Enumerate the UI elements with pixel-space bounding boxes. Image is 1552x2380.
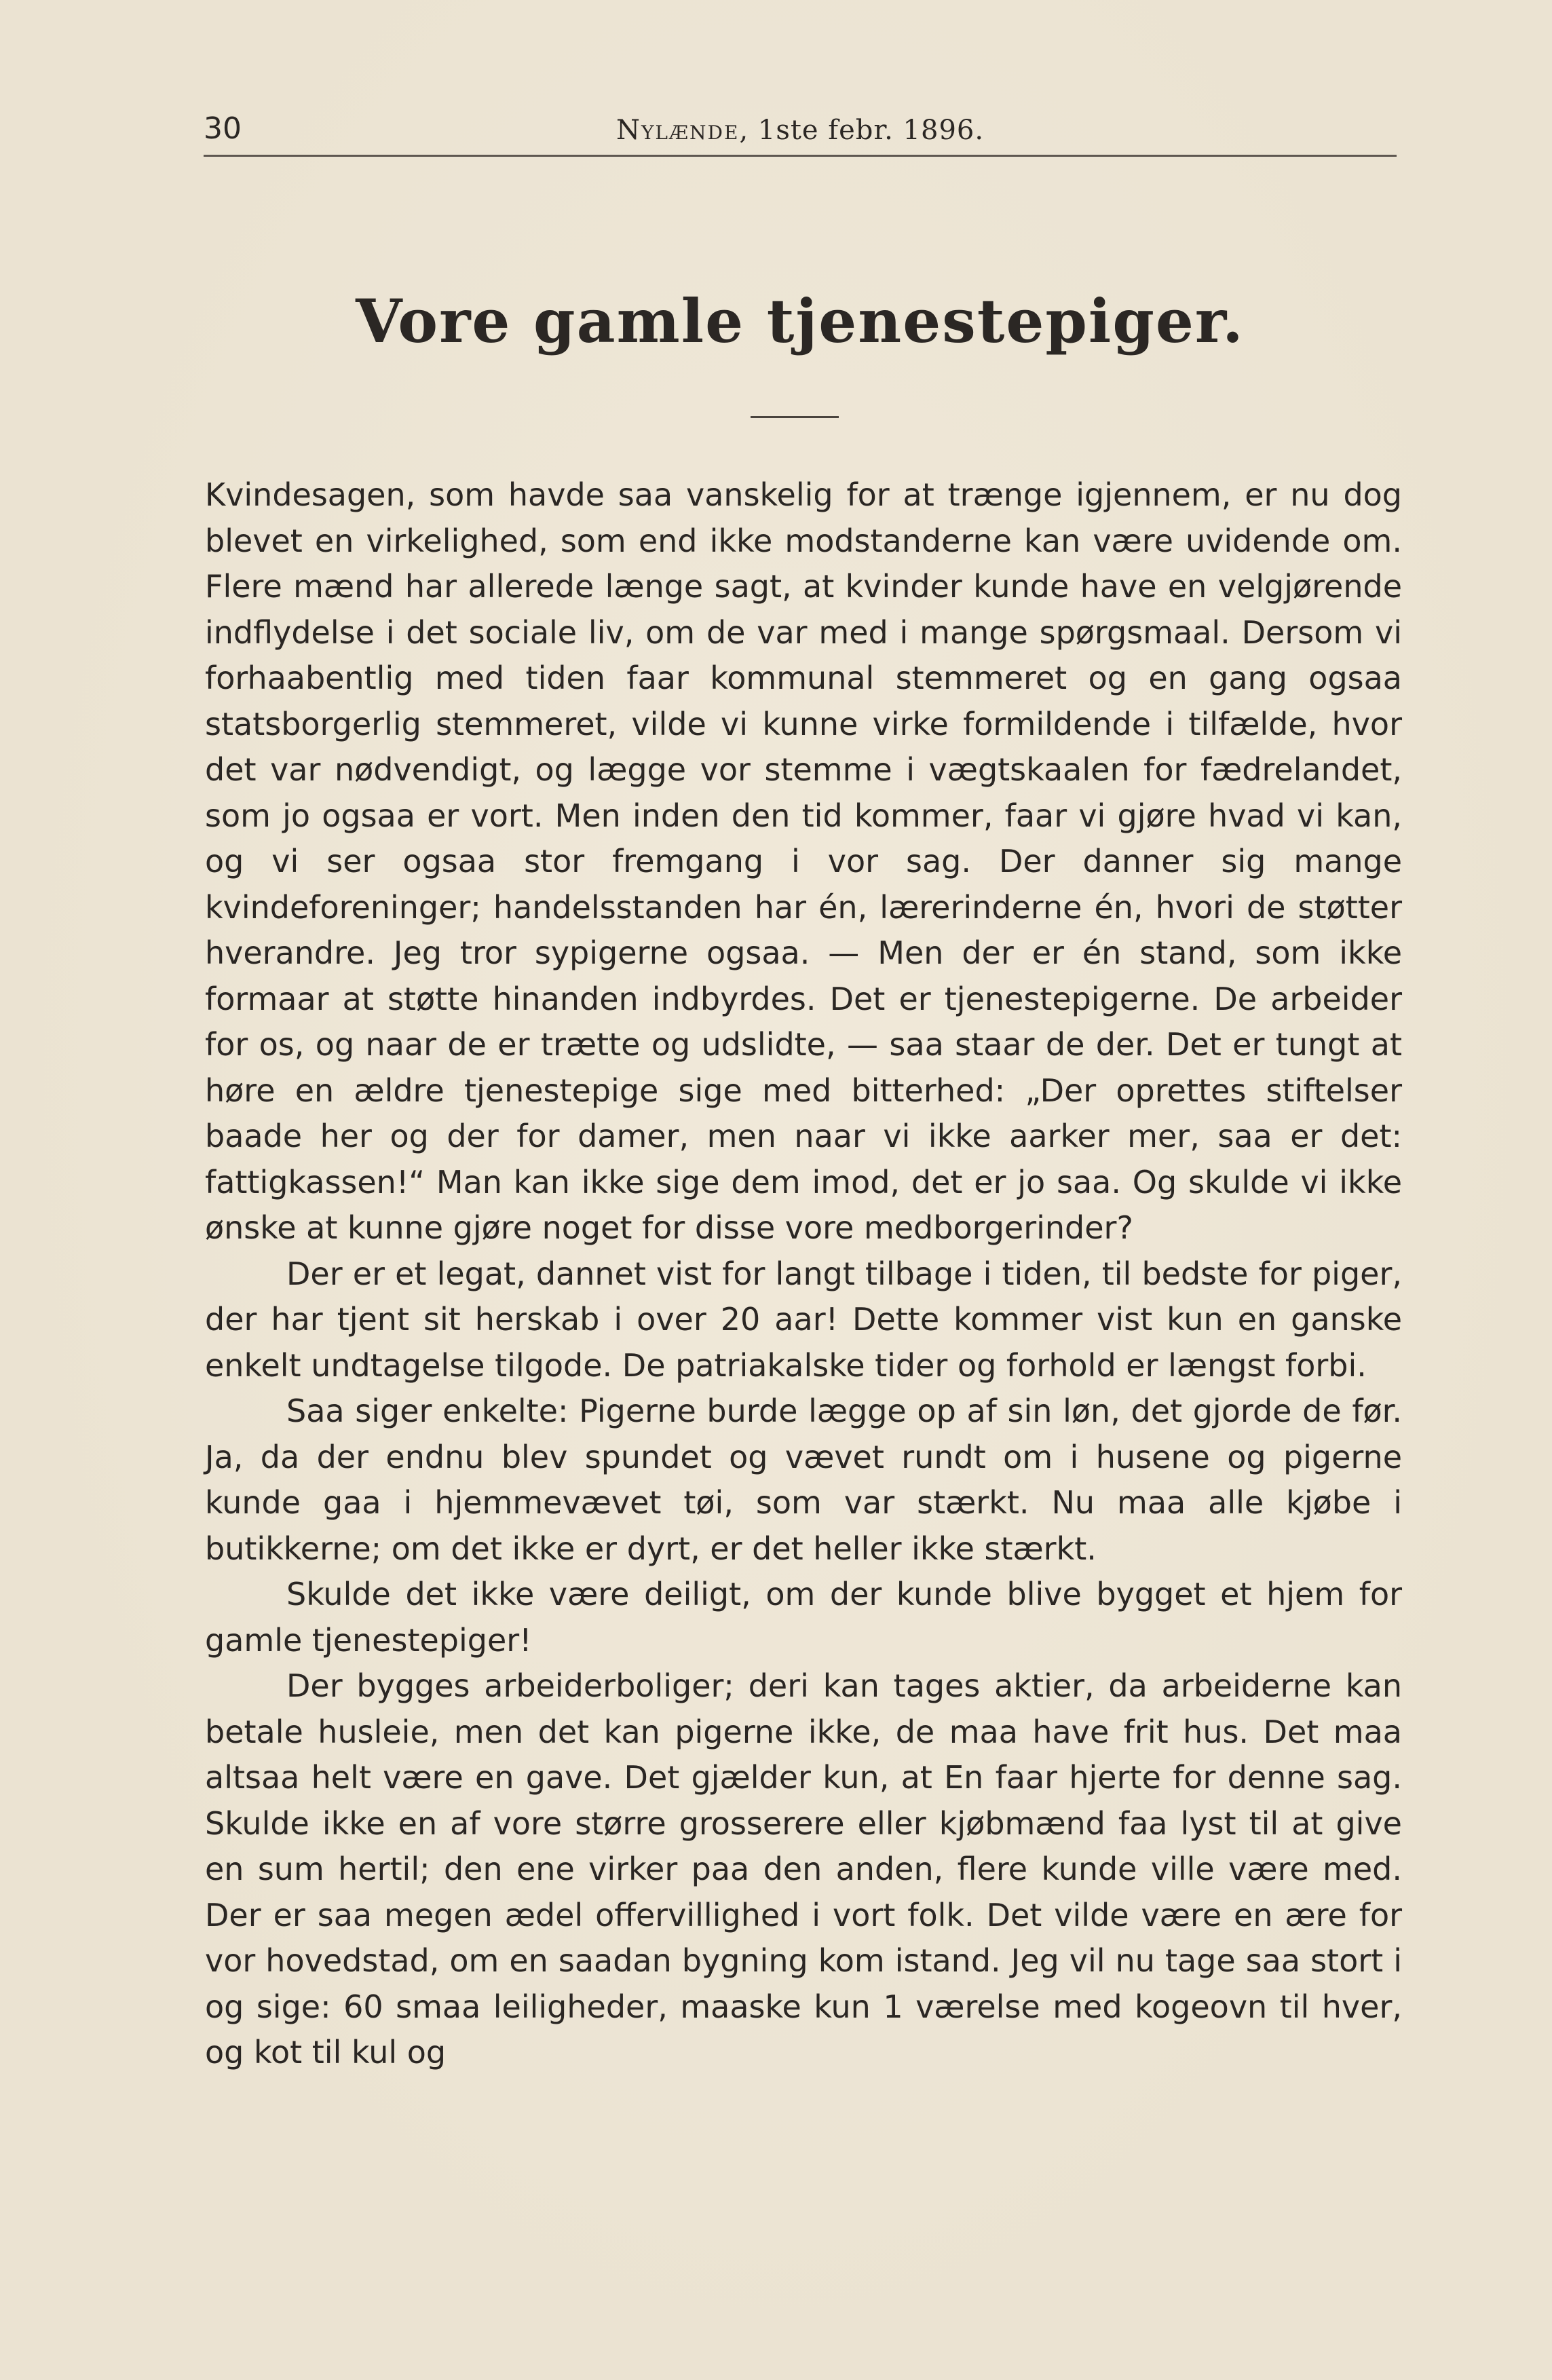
- issue-date: , 1ste febr. 1896.: [739, 115, 985, 146]
- title-rule: [751, 416, 839, 418]
- paragraph: Skulde det ikke være deiligt, om der kunde blive bygget et hjem for gamle tjenestepiger!: [205, 1576, 1402, 1659]
- running-head: [204, 107, 1397, 157]
- paragraph: Kvindesagen, som havde saa vanskelig for at trænge igjennem, er nu dog blevet en virkelighed, som end ikke modstanderne kan være uvidende om. Flere mænd har allerede længe sagt, at kvinder kunde have en velgjørende indflydelse i det sociale liv, om de var med i mange spørgsmaal. Dersom vi forhaabentlig med tiden faar kommunal stemmeret og en gang ogsaa statsborgerlig stemmeret, vilde vi kunne virke formildende i tilfælde, hvor det var nødvendigt, og lægge vor stemme i vægtskaalen for fædrelandet, som jo ogsaa er vort. Men inden den tid kommer, faar vi gjøre hvad vi kan, og vi ser ogsaa stor fremgang i vor sag. Der danner sig mange kvindeforeninger; handelsstanden har én, lærerinderne én, hvori de støtter hverandre. Jeg tror sypigerne ogsaa. — Men der er én stand, som ikke formaar at støtte hinanden indbyrdes. Det er tjenestepigerne. De arbeider for os, og naar de er trætte og udslidte, — saa staar de der. Det er tungt at høre en ældre tjenestepige sige med bitterhed: „Der oprettes stiftelser baade her og der for damer, men naar vi ikke aarker mer, saa er det: fattigkassen!“ Man kan ikke sige dem imod, det er jo saa. Og skulde vi ikke ønske at kunne gjøre noget for disse vore medborgerinder?: [205, 476, 1402, 1246]
- article-title: Vore gamle tjenestepiger.: [356, 286, 1245, 356]
- page-number: 30: [204, 111, 242, 146]
- header-text: [204, 111, 1397, 149]
- article-body: [205, 472, 1402, 2076]
- paragraph: Der er et legat, dannet vist for langt tilbage i tiden, til bedste for piger, der har tjent sit herskab i over 20 aar! Dette kommer vist kun en ganske enkelt undtagelse tilgode. De patriakalske tider og forhold er længst forbi.: [205, 1255, 1402, 1384]
- paragraph: Der bygges arbeiderboliger; deri kan tages aktier, da arbeiderne kan betale husleie, men det kan pigerne ikke, de maa have frit hus. Det maa altsaa helt være en gave. Det gjælder kun, at En faar hjerte for denne sag. Skulde ikke en af vore større grosserere eller kjøbmænd faa lyst til at give en sum hertil; den ene virker paa den anden, flere kunde ville være med. Der er saa megen ædel offervillighed i vort folk. Det vilde være en ære for vor hovedstad, om en saadan bygning kom istand. Jeg vil nu tage saa stort i og sige: 60 smaa leiligheder, maaske kun 1 værelse med kogeovn til hver, og kot til kul og: [205, 1667, 1402, 2071]
- journal-name: Nylænde: [616, 115, 740, 146]
- paragraph: Saa siger enkelte: Pigerne burde lægge op af sin løn, det gjorde de før. Ja, da der endnu blev spundet og vævet rundt om i husene og pigerne kunde gaa i hjemmevævet tøi, som var stærkt. Nu maa alle kjøbe i butikkerne; om det ikke er dyrt, er det heller ikke stærkt.: [205, 1393, 1402, 1567]
